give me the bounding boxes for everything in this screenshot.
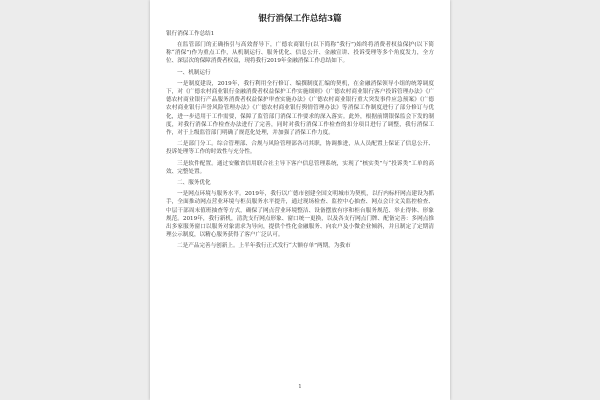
document-page [150, 0, 450, 400]
paragraph-system-building: 一是制度建设，2019年，我行利用全行修订、编撰制度汇编的契机，在金融消保领导小组的统筹调度下，对《广德农村商业银行金融消费者权益保护工作实施细则》《广德农村商业银行客户投诉管理办法》《广德农村商业银行产品服务消费者权益保护审查实施办法》《广德农村商业银行重大突发事件应急预案》《广德农村商业银行声誉风险管理办法》《广德农村商业银行舆情管理办法》等消保工作制度进行了部分修订与优化，进一步适用于工作需要，保障了监管部门消保工作要求的深入落实。此外，根据前期银保监会下发的制度，对我行消保工作检查办法进行了完善，同时对我行消保工作检查的扣分项目进行了调整，我行消保工作，对于上级监管部门明确了规范化处理，并加强了消保工作力度。 [166, 80, 434, 137]
paragraph-software: 三是软件配置。通过安徽省信用联合社主导下客户信息管理系统，实现了“核实类”与“投诉类”工单的高效、完整处置。 [166, 160, 434, 175]
document-title: 银行消保工作总结3篇 [258, 14, 342, 24]
heading-service-optimization: 二、服务优化 [177, 180, 211, 187]
heading-mechanism: 一、机制运行 [177, 69, 211, 76]
paragraph-products: 二是产品完善与创新上。上半年我行正式发行“大额存单”两期，为我市 [177, 243, 351, 250]
paragraph-intro: 在监管部门的正确指引与高效督导下，广德农商银行(以下简称“我行”)始终将消费者权益保护(以下简称“消保”)作为重点工作，从机制运行、服务优化、信息公开、金融宣讲、投诉受理等多个角度发力，全方位、深层次的保障消费者权益，现将我行2019年金融消保工作总结如下。 [166, 42, 434, 65]
paragraph-division-of-labor: 二是部门分工。综合管理部、合规与风险管理部各司其职，协调推进，从人员配置上保证了信息公开、投诉处理等工作的时效性与充分性。 [166, 141, 434, 156]
paragraph-branch-environment: 一是网点环境与服务水平。2019年，我行以广德市创建全国文明城市为契机，以行内标杆网点建设为抓手，全面推动网点营业环境与柜员服务水平提升，通过现场检查、监控中心抽查、网点会计文关监控检查、中层干部周末值班抽查等方式，确保了网点营业环境整洁、设备摆放有序和柜台服务规范、举止得体、形象规范。2019年，我行新机，清洗支行网点形象、窗口统一更换，以及各支行网点门牌、配备完善：多网点推出多家服务窗口以服务对象需求为导向，提供个性化金融服务、向农户及小微企业倾斜，并且制定了定期清理公示制度，以精心服务获得了客户广泛认可。 [166, 191, 434, 239]
section-subtitle: 银行消保工作总结1 [166, 31, 215, 37]
page-number: 1 [298, 384, 302, 390]
